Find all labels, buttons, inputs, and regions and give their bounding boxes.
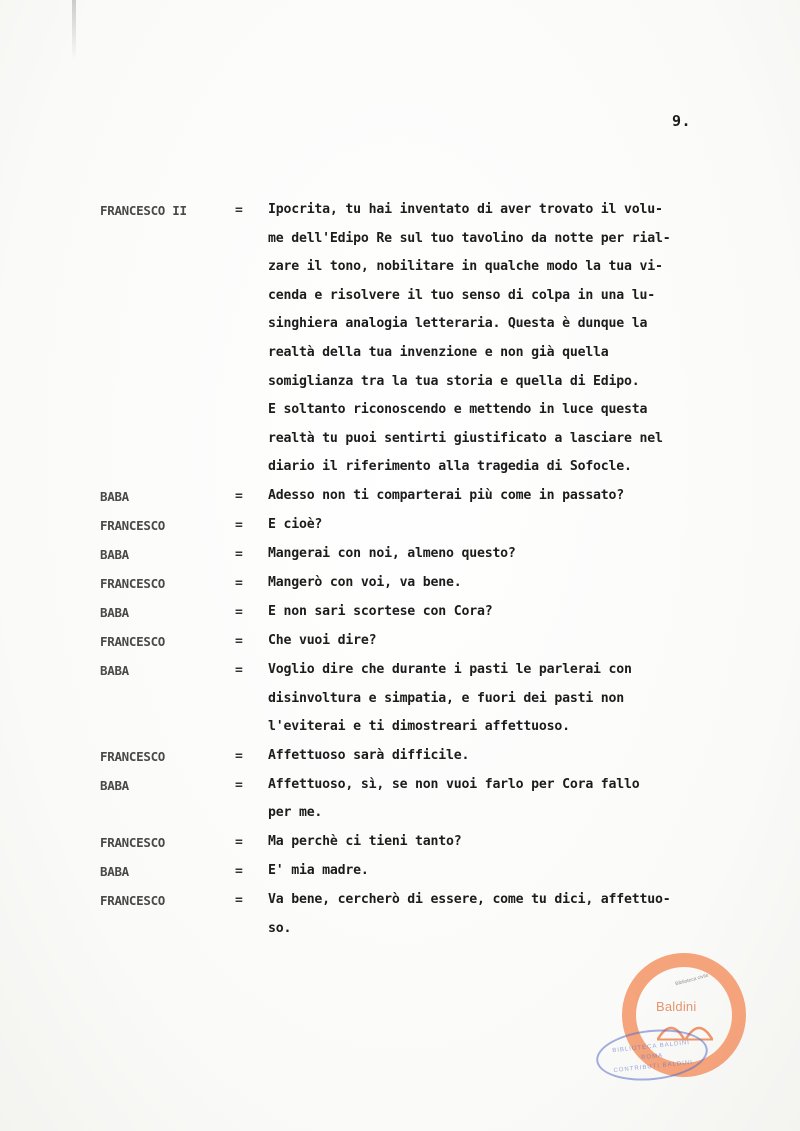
- dialogue-text: [268, 511, 790, 540]
- dialogue-line: E' mia madre.: [268, 862, 369, 878]
- dialogue-separator: =: [235, 575, 243, 591]
- dialogue-text: [268, 482, 790, 511]
- dialogue-entry: [100, 598, 790, 627]
- dialogue-line: diario il riferimento alla tragedia di Sofocle.: [268, 459, 632, 475]
- dialogue-line: Mangerai con noi, almeno questo?: [268, 545, 516, 561]
- dialogue-line: so.: [268, 920, 292, 936]
- dialogue-line: E cioè?: [268, 516, 323, 532]
- dialogue-entry: [100, 511, 790, 540]
- dialogue-line: realtà tu puoi sentirti giustificato a lasciare nel: [268, 430, 663, 446]
- dialogue-line: Affettuoso sarà difficile.: [268, 747, 470, 763]
- speaker-name: FRANCESCO II: [100, 203, 187, 218]
- dialogue-entry: [100, 828, 790, 857]
- dialogue-text: [268, 598, 790, 627]
- library-stamp-brand: Baldini: [656, 999, 697, 1014]
- page-number: 9.: [672, 112, 692, 130]
- library-stamp-small-text: Biblioteca civile: [674, 972, 710, 988]
- dialogue-text: [268, 627, 790, 656]
- dialogue-line: cenda e risolvere il tuo senso di colpa in una lu-: [268, 287, 655, 303]
- speaker-name: FRANCESCO: [100, 575, 166, 591]
- dialogue-entry: [100, 857, 790, 886]
- dialogue-separator: =: [235, 203, 243, 218]
- dialogue-separator: =: [235, 834, 243, 850]
- speaker-name: BABA: [100, 488, 129, 504]
- dialogue-text: [268, 656, 790, 742]
- dialogue-line: l'eviterai e ti dimostreari affettuoso.: [268, 719, 570, 735]
- dialogue-text: [268, 886, 790, 943]
- dialogue-line: zare il tono, nobilitare in qualche modo la tua vi-: [268, 259, 663, 275]
- dialogue-line: Che vuoi dire?: [268, 632, 377, 648]
- dialogue-entry: [100, 627, 790, 656]
- dialogue-line: Ipocrita, tu hai inventato di aver trovato il volu-: [268, 202, 663, 217]
- dialogue-separator: =: [235, 546, 243, 562]
- speaker-name: BABA: [100, 777, 129, 793]
- dialogue-entry: [100, 886, 790, 943]
- speaker-name: BABA: [100, 863, 129, 879]
- dialogue-entry: [100, 196, 790, 482]
- paper-fold-mark: [72, 0, 76, 60]
- dialogue-line: realtà della tua invenzione e non già quella: [268, 344, 609, 360]
- speaker-name: FRANCESCO: [100, 834, 166, 850]
- dialogue-text: [268, 771, 790, 828]
- dialogue-line: Affettuoso, sì, se non vuoi farlo per Cora fallo: [268, 776, 640, 792]
- speaker-name: BABA: [100, 662, 129, 678]
- dialogue-entry: [100, 540, 790, 569]
- dialogue-entry: [100, 742, 790, 771]
- dialogue-text: [268, 828, 790, 857]
- dialogue-line: Va bene, cercherò di essere, come tu dici, affettuo-: [268, 891, 671, 907]
- dialogue-line: Voglio dire che durante i pasti le parlerai con: [268, 661, 632, 677]
- dialogue-line: somiglianza tra la tua storia e quella di Edipo.: [268, 373, 640, 389]
- speaker-name: FRANCESCO: [100, 892, 166, 908]
- speaker-name: FRANCESCO: [100, 517, 166, 533]
- speaker-name: FRANCESCO: [100, 633, 166, 649]
- dialogue-line: per me.: [268, 805, 323, 821]
- dialogue-line: Mangerò con voi, va bene.: [268, 574, 462, 590]
- script-dialogue: [100, 196, 790, 943]
- dialogue-entry: [100, 771, 790, 828]
- dialogue-text: [268, 857, 790, 886]
- dialogue-separator: =: [235, 633, 243, 649]
- dialogue-line: E non sari scortese con Cora?: [268, 603, 493, 619]
- speaker-name: BABA: [100, 604, 129, 620]
- dialogue-line: E soltanto riconoscendo e mettendo in luce questa: [268, 402, 648, 418]
- dialogue-line: me dell'Edipo Re sul tuo tavolino da notte per rial-: [268, 230, 671, 246]
- dialogue-separator: =: [235, 517, 243, 533]
- dialogue-separator: =: [235, 777, 243, 793]
- dialogue-separator: =: [235, 488, 243, 504]
- speaker-name: BABA: [100, 546, 129, 562]
- dialogue-separator: =: [235, 892, 243, 908]
- dialogue-entry: [100, 482, 790, 511]
- speaker-name: FRANCESCO: [100, 748, 166, 764]
- dialogue-text: [268, 196, 790, 482]
- dialogue-line: Adesso non ti comparterai più come in passato?: [268, 487, 625, 503]
- dialogue-separator: =: [235, 604, 243, 620]
- dialogue-entry: [100, 656, 790, 742]
- dialogue-separator: =: [235, 748, 243, 764]
- archive-stamp-line2: ROMA: [640, 1052, 664, 1062]
- archive-stamp: [594, 1024, 711, 1085]
- dialogue-text: [268, 742, 790, 771]
- dialogue-line: singhiera analogia letteraria. Questa è dunque la: [268, 316, 648, 332]
- dialogue-text: [268, 569, 790, 598]
- dialogue-separator: =: [235, 662, 243, 678]
- dialogue-text: [268, 540, 790, 569]
- dialogue-entry: [100, 569, 790, 598]
- archive-stamp-line3: CONTRIBUTI BALDINI: [613, 1059, 694, 1075]
- dialogue-line: disinvoltura e simpatia, e fuori dei pasti non: [268, 690, 625, 706]
- archive-stamp-line1: BIBLIOTECA BALDINI: [612, 1039, 691, 1055]
- dialogue-line: Ma perchè ci tieni tanto?: [268, 833, 462, 849]
- dialogue-separator: =: [235, 863, 243, 879]
